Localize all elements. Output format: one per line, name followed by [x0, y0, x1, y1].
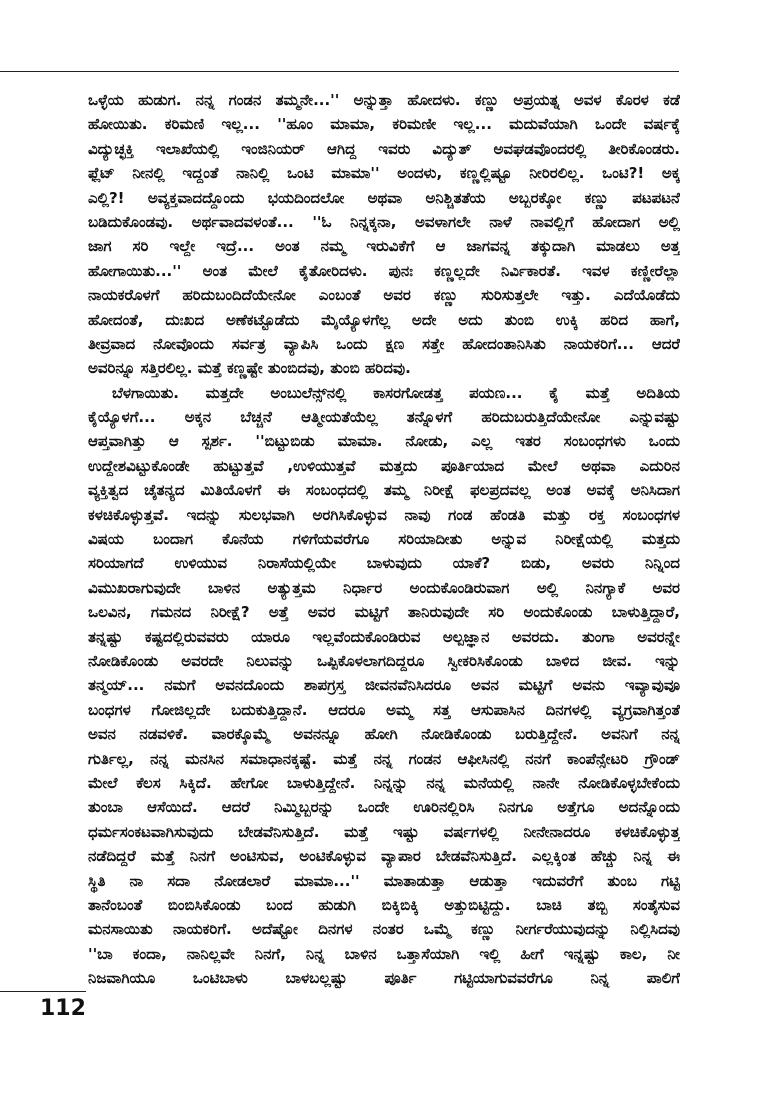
text-line: ತಾನೆಂಬಂತೆ ಬಿಂಬಿಸಿಕೊಂಡು ಬಂದ ಹುಡುಗಿ ಬಿಕ್ಕಿಬಿಕ್ಕಿ ಅತ್ತುಬಿಟ್ಟಿದ್ದು. ಬಾಚಿ ತಬ್ಬಿ ಸಂತೈಸುವ [88, 895, 680, 914]
text-line: ಸ್ಥಿತಿ ನಾ ಸದಾ ನೋಡಲಾರೆ ಮಾಮಾ...'' ಮಾತಾಡುತ್ತಾ ಆಡುತ್ತಾ ಇದುವರೆಗೆ ತುಂಬ ಗಟ್ಟಿ [88, 871, 680, 890]
text-line: ''ಬಾ ಕಂದಾ, ನಾನಿಲ್ಲವೇ ನಿನಗೆ, ನಿನ್ನ ಬಾಳಿನ ಒತ್ತಾಸೆಯಾಗಿ ಇಲ್ಲಿ ಹೀಗೆ ಇನ್ನಷ್ಟು ಕಾಲ, ನೀ [88, 944, 680, 963]
text-line: ನಿಜವಾಗಿಯೂ ಒಂಟಿಬಾಳು ಬಾಳಬಲ್ಲಷ್ಟು ಪೂರ್ತಿ ಗಟ್ಟಿಯಾಗುವವರೆಗೂ ನಿನ್ನ ಪಾಲಿಗೆ [88, 969, 680, 988]
text-line: ತೀವ್ರವಾದ ನೋವೊಂದು ಸರ್ವತ್ರ ವ್ಯಾಪಿಸಿ ಒಂದು ಕ್ಷಣ ಸತ್ತೇ ಹೋದಂತಾನಿಸಿತು ನಾಯಕರಿಗೆ... ಆದರೆ [88, 334, 680, 353]
text-line: ಹೋಗಾಯಿತು...'' ಅಂತ ಮೇಲೆ ಕೈತೋರಿದಳು. ಪುನಃ ಕಣ್ಣಲ್ಲದೇ ನಿರ್ವಿಕಾರತೆ. ಇವಳ ಕಣ್ಣೀರೆಲ್ಲಾ [88, 261, 680, 280]
text-line: ಆಪ್ತವಾಗಿತ್ತು ಆ ಸ್ಪರ್ಶ. ''ಬಿಟ್ಟುಬಿಡು ಮಾಮಾ. ನೋಡು, ಎಲ್ಲ ಇತರ ಸಂಬಂಧಗಳು ಒಂದು [88, 432, 680, 451]
text-line: ವ್ಯಕ್ತಿತ್ವದ ಚೈತನ್ಯದ ಮಿತಿಯೊಳಗೆ ಈ ಸಂಬಂಧದಲ್ಲಿ ತಮ್ಮ ನಿರೀಕ್ಷೆ ಫಲಪ್ರದವಲ್ಲ ಅಂತ ಅವಕ್ಕೆ ಅನಿಸಿದಾಗ [88, 481, 680, 500]
text-line: ಗುರ್ತಿಲ್ಲ, ನನ್ನ ಮನಸಿನ ಸಮಾಧಾನಕ್ಕಷ್ಟೆ. ಮತ್ತೆ ನನ್ನ ಗಂಡನ ಆಫೀಸಿನಲ್ಲಿ ನನಗೆ ಕಾಂಪೆನ್ಸೇಟರಿ ಗ್ರೌಂಡ್ [88, 749, 680, 768]
text-line: ತನ್ಮಯ್... ನಮಗೆ ಅವನದೊಂದು ಶಾಪಗ್ರಸ್ತ ಜೀವನವೆನಿಸಿದರೂ ಅವನ ಮಟ್ಟಿಗೆ ಅವನು ಇವ್ಯಾವುವೂ [88, 676, 680, 695]
text-line: ಕಳಚಿಕೊಳ್ಳುತ್ತವೆ. ಇದನ್ನು ಸುಲಭವಾಗಿ ಅರಗಿಸಿಕೊಳ್ಳುವ ನಾವು ಗಂಡ ಹೆಂಡತಿ ಮತ್ತು ರಕ್ತ ಸಂಬಂಧಗಳ [88, 505, 680, 524]
text-line: ವಿಷಯ ಬಂದಾಗ ಕೊನೆಯ ಗಳಿಗೆಯವರೆಗೂ ಸರಿಯಾದೀತು ಅನ್ನುವ ನಿರೀಕ್ಷೆಯಲ್ಲಿ ಮತ್ತದು [88, 530, 680, 549]
body-text [88, 88, 680, 990]
text-line: ಫ್ಲೆಟ್ ನೀನಲ್ಲಿ ಇದ್ದಂತೆ ನಾನಿಲ್ಲಿ ಒಂಟಿ ಮಾಮಾ'' ಅಂದಳು, ಕಣ್ಣಲ್ಲಿಷ್ಟೂ ನೀರಿರಲಿಲ್ಲ. ಒಂಟಿ?! ಅಕ್ಕ [88, 164, 680, 183]
text-line: ತುಂಬಾ ಆಸೆಯಿದೆ. ಆದರೆ ನಿಮ್ಮಿಬ್ಬರನ್ನು ಒಂದೇ ಊರಿನಲ್ಲಿರಿಸಿ ನಿನಗೂ ಅತ್ತೆಗೂ ಅದನ್ನೊಂದು [88, 798, 680, 817]
header-rule [0, 71, 679, 72]
text-line: ಜಾಗ ಸರಿ ಇಲ್ದೇ ಇದ್ರೆ... ಅಂತ ನಮ್ಮ ಇರುವಿಕೆಗೆ ಆ ಜಾಗವನ್ನ ತಕ್ಕುದಾಗಿ ಮಾಡಲು ಅತ್ತ [88, 237, 680, 256]
text-line: ಸರಿಯಾಗದೆ ಉಳಿಯುವ ನಿರಾಸೆಯಲ್ಲಿಯೇ ಬಾಳುವುದು ಯಾಕೆ? ಬಿಡು, ಅವರು ನಿನ್ನಿಂದ [88, 554, 680, 573]
text-line: ಬಡಿದುಕೊಂಡವು. ಅರ್ಥವಾದವಳಂತೆ... ''ಓ ನಿನ್ನಕ್ಕನಾ, ಅವಳಾಗಲೇ ನಾಳೆ ನಾವಲ್ಲಿಗೆ ಹೋದಾಗ ಅಲ್ಲಿ [88, 212, 680, 231]
text-line: ಮನಸಾಯಿತು ನಾಯಕರಿಗೆ. ಅದೆಷ್ಟೋ ದಿನಗಳ ನಂತರ ಒಮ್ಮೆ ಕಣ್ಣು ನೀರ್ಗರೆಯುವುದನ್ನು ನಿಲ್ಲಿಸಿದವು [88, 920, 680, 939]
text-line: ನಾಯಕರೊಳಗೆ ಹರಿದುಬಂದಿದೆಯೇನೋ ಎಂಬಂತೆ ಅವರ ಕಣ್ಣು ಸುರಿಸುತ್ತಲೇ ಇತ್ತು. ಎದೆಯೊಡೆದು [88, 286, 680, 305]
text-line: ಅವನ ನಡವಳಿಕೆ. ವಾರಕ್ಕೊಮ್ಮೆ ಅವನನ್ನೂ ಹೋಗಿ ನೋಡಿಕೊಂಡು ಬರುತ್ತಿದ್ದೇನೆ. ಅವನಿಗೆ ನನ್ನ [88, 725, 680, 744]
text-line: ಧರ್ಮಸಂಕಟವಾಗಿಸುವುದು ಬೇಡವೆನಿಸುತ್ತಿದೆ. ಮತ್ತೆ ಇಷ್ಟು ವರ್ಷಗಳಲ್ಲಿ ನೀನೇನಾದರೂ ಕಳಚಿಕೊಳ್ಳುತ್ತ [88, 822, 680, 841]
text-line: ನೋಡಿಕೊಂಡು ಅವರದೇ ನಿಲುವನ್ನು ಒಪ್ಪಿಕೊಳಲಾಗದಿದ್ದರೂ ಸ್ವೀಕರಿಸಿಕೊಂಡು ಬಾಳಿದ ಜೀವ. ಇನ್ನು [88, 651, 680, 670]
text-line: ವಿದ್ಯುಚ್ಛಕ್ತಿ ಇಲಾಖೆಯಲ್ಲಿ ಇಂಜಿನಿಯರ್ ಆಗಿದ್ದ ಇವರು ವಿದ್ಯುತ್ ಅವಘಡವೊಂದರಲ್ಲಿ ತೀರಿಕೊಂಡರು. [88, 139, 680, 158]
text-line: ಅವರಿನ್ನೂ ಸತ್ತಿರಲಿಲ್ಲ. ಮತ್ತೆ ಕಣ್ಣಷ್ಟೇ ತುಂಬಿದವು, ತುಂಬಿ ಹರಿದವು. [88, 359, 411, 378]
text-line: ಎಲ್ಲಿ?! ಅವ್ಯಕ್ತವಾದದ್ದೊಂದು ಭಯದಿಂದಲೋ ಅಥವಾ ಅನಿಶ್ಚಿತತೆಯ ಅಬ್ಬರಕ್ಕೋ ಕಣ್ಣು ಪಟಪಟನೆ [88, 188, 680, 207]
page-number: 112 [40, 996, 86, 1021]
text-line: ಬಂಧಗಳ ಗೋಜಿಲ್ಲದೇ ಬದುಕುತ್ತಿದ್ದಾನೆ. ಆದರೂ ಅಮ್ಮ ಸತ್ತ ಆಸುಪಾಸಿನ ದಿನಗಳಲ್ಲಿ ವ್ಯಗ್ರವಾಗಿತ್ತಂತೆ [88, 700, 680, 719]
footer-rule [0, 991, 86, 992]
text-line: ವಿಮುಖರಾಗುವುದೇ ಬಾಳಿನ ಅತ್ಯುತ್ತಮ ನಿರ್ಧಾರ ಅಂದುಕೊಂಡಿರುವಾಗ ಅಲ್ಲಿ ನಿನಗ್ಯಾಕೆ ಅವರ [88, 578, 680, 597]
text-line: ಒಳ್ಳೆಯ ಹುಡುಗ. ನನ್ನ ಗಂಡನ ತಮ್ಮನೇ...'' ಅನ್ನುತ್ತಾ ಹೋದಳು. ಕಣ್ಣು ಅಪ್ರಯತ್ನ ಅವಳ ಕೊರಳ ಕಡೆ [88, 91, 680, 109]
text-line: ಕೈಯ್ಯೊಳಗೆ... ಅಕ್ಕನ ಬೆಚ್ಚನೆ ಆತ್ಮೀಯತೆಯೆಲ್ಲ ತನ್ನೊಳಗೆ ಹರಿದುಬರುತ್ತಿದೆಯೇನೋ ಎನ್ನುವಷ್ಟು [88, 408, 680, 427]
paragraph-start-line: ಬೆಳಗಾಯಿತು. ಮತ್ತದೇ ಅಂಬುಲೆನ್ಸ್‌ನಲ್ಲಿ ಕಾಸರಗೋಡತ್ತ ಪಯಣ... ಕೈ ಮತ್ತೆ ಅದಿತಿಯ [112, 383, 680, 402]
text-line: ನಡೆದಿದ್ದರೆ ಮತ್ತೆ ನಿನಗೆ ಅಂಟಿಸುವ, ಅಂಟಿಕೊಳ್ಳುವ ವ್ಯಾಪಾರ ಬೇಡವೆನಿಸುತ್ತಿದೆ. ಎಲ್ಲಕ್ಕಿಂತ ಹೆಚ್ಚು ನಿನ್ನ ಈ [88, 847, 680, 866]
text-line: ಹೋಯಿತು. ಕರಿಮಣಿ ಇಲ್ಲ... ''ಹೂಂ ಮಾಮಾ, ಕರಿಮಣೀ ಇಲ್ಲ... ಮದುವೆಯಾಗಿ ಒಂದೇ ವರ್ಷಕ್ಕೆ [88, 115, 680, 134]
text-line: ಹೋದಂತೆ, ದುಃಖದ ಅಣೆಕಟ್ಟೊಡೆದು ಮೈಯ್ಯೊಳಗೆಲ್ಲ ಅದೇ ಅದು ತುಂಬಿ ಉಕ್ಕಿ ಹರಿದ ಹಾಗೆ, [88, 310, 680, 329]
text-line: ಒಲವಿನ, ಗಮನದ ನಿರೀಕ್ಷೆ? ಅತ್ತೆ ಅವರ ಮಟ್ಟಿಗೆ ತಾನಿರುವುದೇ ಸರಿ ಅಂದುಕೊಂಡು ಬಾಳುತ್ತಿದ್ದಾರೆ, [88, 603, 680, 622]
text-line: ಉದ್ದೇಶವಿಟ್ಟುಕೊಂಡೇ ಹುಟ್ಟುತ್ತವೆ ,ಉಳಿಯುತ್ತವೆ ಮತ್ತದು ಪೂರ್ತಿಯಾದ ಮೇಲೆ ಅಥವಾ ಎದುರಿನ [88, 456, 680, 475]
text-line: ಮೇಲೆ ಕೆಲಸ ಸಿಕ್ಕಿದೆ. ಹೇಗೋ ಬಾಳುತ್ತಿದ್ದೇನೆ. ನಿನ್ನನ್ನು ನನ್ನ ಮನೆಯಲ್ಲಿ ನಾನೇ ನೋಡಿಕೊಳ್ಳಬೇಕೆಂದು [88, 773, 680, 792]
text-line: ತನ್ನಷ್ಟು ಕಷ್ಟದಲ್ಲಿರುವವರು ಯಾರೂ ಇಲ್ಲವೆಂದುಕೊಂಡಿರುವ ಅಲ್ಪಜ್ಞಾನ ಅವರದು. ತುಂಗಾ ಅವರನ್ನೇ [88, 627, 680, 646]
